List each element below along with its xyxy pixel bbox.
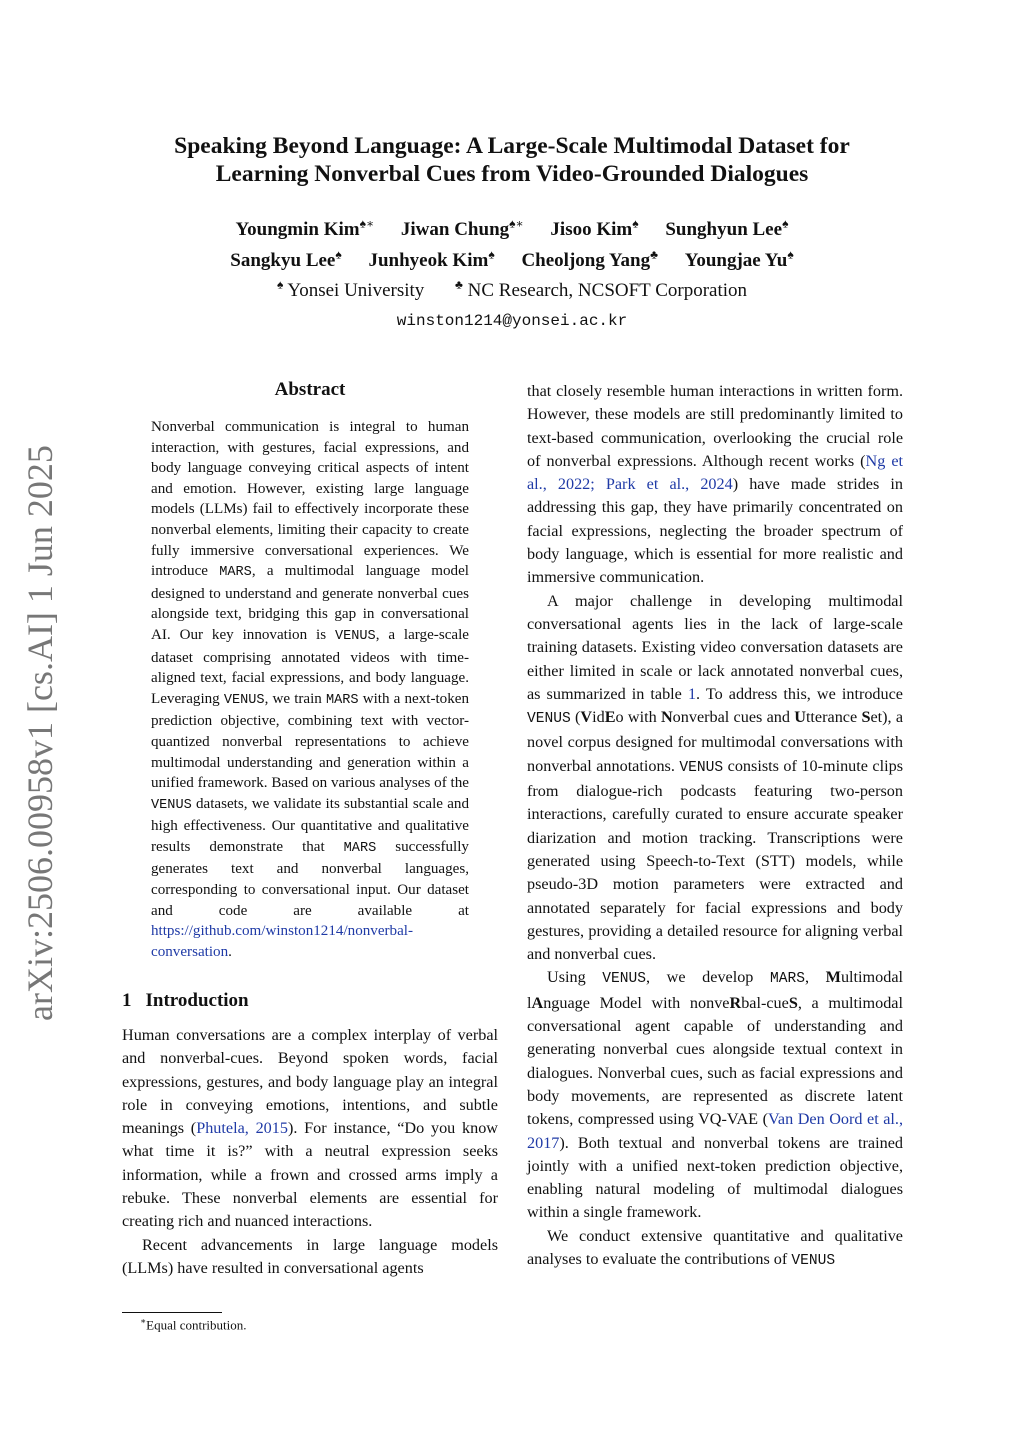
table-reference-link[interactable]: 1 [687, 684, 697, 703]
title-line-1: Speaking Beyond Language: A Large-Scale Multimodal Dataset for [174, 133, 850, 159]
paragraph: A major challenge in developing multimodal conversational agents lies in the lack of large-scale training datasets. Existing video conversation datasets are either limited in scale or lack annotated nonverbal cues, as summarized in table 1. To address this, we introduce VENUS (VidEo with Nonverbal cues and Utterance Set), a novel corpus designed for multimodal conversations with nonverbal annotations. VENUS consists of 10-minute clips from dialogue-rich podcasts featuring two-person interactions, carefully curated to ensure accurate speaker diarization and motion tracking. Transcriptions were generated using Speech-to-Text (STT) models, while pseudo-3D motion parameters were extracted and annotated separately for facial expressions and body gestures, providing a detailed resource for aligning verbal and nonverbal cues. [527, 591, 904, 964]
citation-link[interactable]: Van Den Oord et al., 2017 [527, 1110, 904, 1152]
paragraph: that closely resemble human interactions in written form. However, these models are still predominantly limited to text-based communication, overlooking the crucial role of nonverbal expressions. Although recent works (Ng et al., 2022; Park et al., 2024) have made strides in addressing this gap, they have primarily concentrated on facial expressions, neglecting the broader spectrum of body language, which is essential for more realistic and immersive communication. [527, 382, 903, 587]
title-line-2: Learning Nonverbal Cues from Video-Grounded Dialogues [215, 161, 809, 187]
author-row-1 [100, 212, 924, 242]
paper-title [100, 132, 924, 188]
author: Jiwan Chung♠∗ [400, 217, 524, 241]
paragraph: Recent advancements in large language models (LLMs) have resulted in conversational agents [122, 1235, 498, 1277]
author: Cheoljong Yang♣ [521, 247, 658, 271]
author: Junhyeok Kim♠ [368, 247, 495, 271]
contact-email[interactable]: winston1214@yonsei.ac.kr [396, 312, 628, 330]
affiliation-row [100, 273, 924, 303]
paragraph: Human conversations are a complex interplay of verbal and nonverbal-cues. Beyond spoken words, facial expressions, gestures, and body language play an integral role in conveying emotions, intentions, and subtle meanings (Phutela, 2015). For instance, “Do you know what time it is?” with a neutral expression seeks information, while a frown and crossed arms imply a rebuke. These nonverbal elements are essential for creating rich and nuanced interactions. [122, 1026, 498, 1231]
abstract-heading: Abstract [274, 379, 346, 400]
paragraph: We conduct extensive quantitative and qualitative analyses to evaluate the contributions of VENUS [527, 1226, 903, 1269]
introduction-right-column [527, 380, 903, 1273]
arxiv-sidebar-stamp: arXiv:2506.00958v1 [cs.AI] 1 Jun 2025 [20, 445, 60, 1021]
author: Jisoo Kim♠ [550, 217, 639, 241]
citation-link[interactable]: Ng et al., 2022; Park et al., 2024 [527, 451, 903, 494]
introduction-left-column [122, 1024, 498, 1280]
affiliation: ♣ NC Research, NCSOFT Corporation [455, 277, 748, 301]
paragraph: Using VENUS, we develop MARS, Multimodal lAnguage Model with nonveRbal-cueS, a multimodal conversational agent capable of understanding and generating nonverbal cues alongside textual context in dialogues. Nonverbal cues, such as facial expressions and body movements, are represented as discrete latent tokens, compressed using VQ-VAE (Van Den Oord et al., 2017). Both textual and nonverbal tokens are trained jointly with a unified next-token prediction objective, enabling natural modeling of multimodal dialogues within a single framework. [527, 968, 904, 1222]
author-block [100, 212, 924, 303]
introduction-heading: 1 Introduction [122, 990, 249, 1011]
citation-link[interactable]: Phutela, 2015 [196, 1119, 288, 1138]
author: Sunghyun Lee♠ [665, 217, 789, 241]
github-link[interactable]: https://github.com/winston1214/nonverbal-conversation [151, 923, 414, 960]
author: Youngjae Yu♠ [684, 247, 794, 271]
author-row-2 [100, 242, 924, 272]
author: Sangkyu Lee♠ [230, 247, 342, 271]
abstract-body: Nonverbal communication is integral to human interaction, with gestures, facial expressions, and body language conveying critical aspects of intent and emotion. However, existing large language models (LLMs) fail to effectively incorporate these nonverbal elements, limiting their capacity to create fully immersive conversational experiences. We introduce MARS, a multimodal language model designed to understand and generate nonverbal cues alongside text, bridging this gap in conversational AI. Our key innovation is VENUS, a large-scale dataset comprising annotated videos with time-aligned text, facial expressions, and body language. Leveraging VENUS, we train MARS with a next-token prediction objective, combining text with vector-quantized nonverbal representations to achieve multimodal understanding and generation within a unified framework. Based on various analyses of the VENUS datasets, we validate its substantial scale and high effectiveness. Our quantitative and qualitative results demonstrate that MARS successfully generates text and nonverbal languages, corresponding to conversational input. Our dataset and code are available at https://github.com/winston1214/nonverbal-conversation. [151, 419, 470, 960]
author: Youngmin Kim♠∗ [235, 217, 375, 241]
affiliation: ♠ Yonsei University [276, 277, 425, 301]
footnote: ∗Equal contribution. [140, 1316, 247, 1333]
footnote-divider [122, 1312, 222, 1313]
